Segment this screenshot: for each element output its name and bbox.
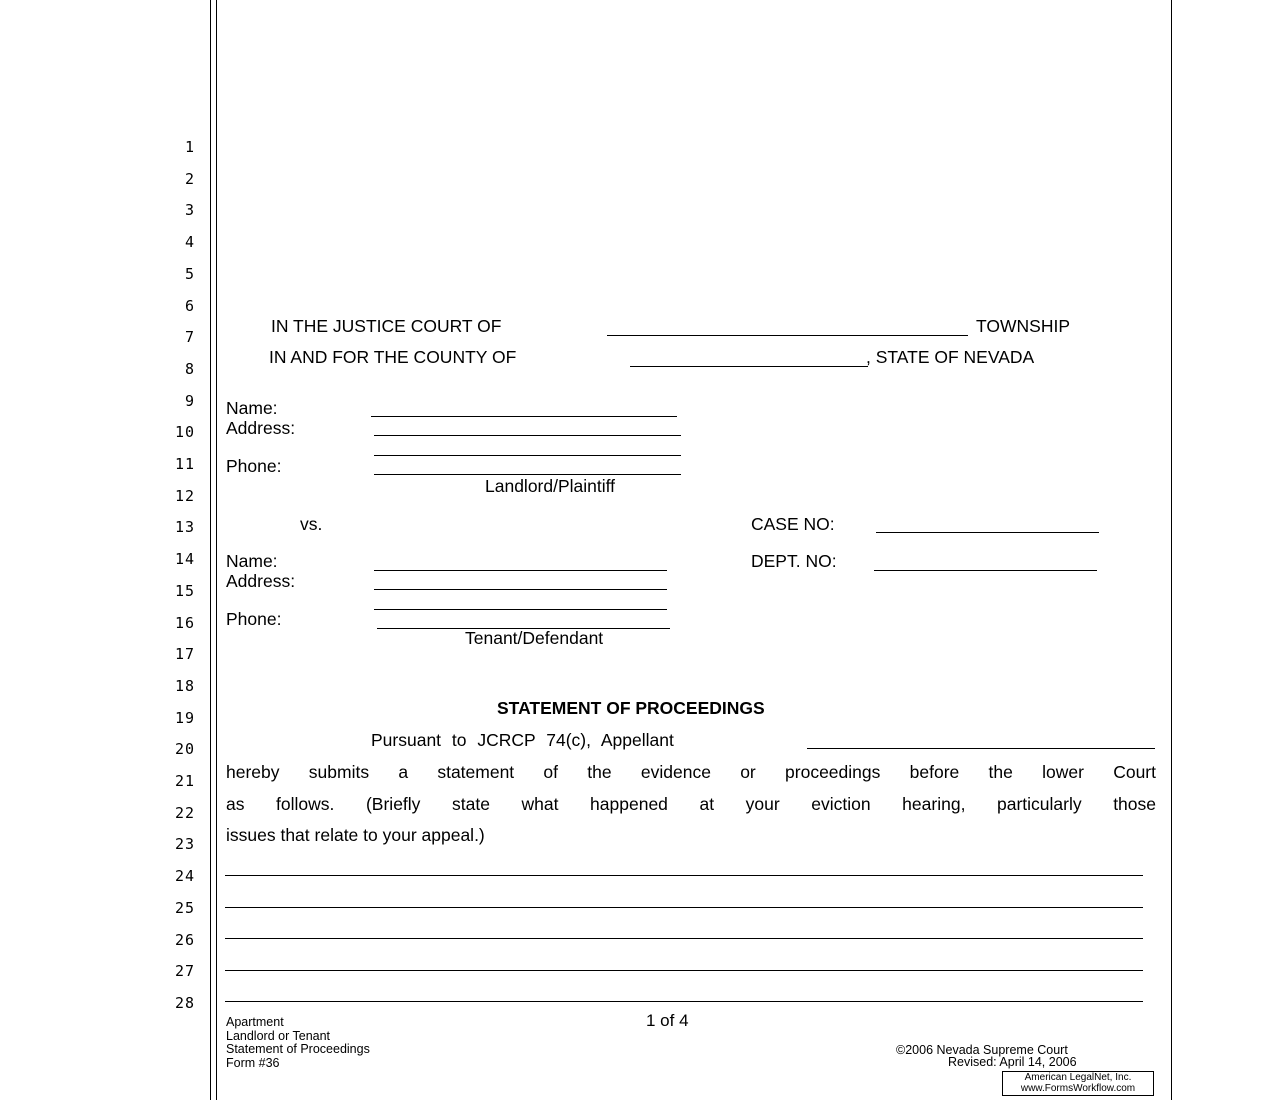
- line-number: 19: [174, 708, 195, 727]
- defendant-address-field-1[interactable]: [374, 589, 667, 590]
- footer-left-line: Apartment: [226, 1015, 284, 1029]
- state-label: , STATE OF NEVADA: [866, 347, 1035, 367]
- footer-form-info: [226, 1016, 370, 1070]
- document-title: STATEMENT OF PROCEEDINGS: [497, 698, 765, 718]
- copyright-notice: ©2006 Nevada Supreme Court: [896, 1043, 1068, 1057]
- line-number: 11: [174, 455, 195, 473]
- line-number: 3: [184, 201, 195, 220]
- writing-line-5[interactable]: [225, 1001, 1143, 1002]
- line-number: 20: [174, 740, 195, 759]
- plaintiff-phone-field[interactable]: [374, 474, 681, 475]
- township-label: TOWNSHIP: [976, 316, 1070, 336]
- dept-no-field[interactable]: [874, 570, 1097, 571]
- writing-line-3[interactable]: [225, 938, 1143, 939]
- defendant-phone-label: Phone:: [226, 609, 282, 629]
- badge-url: www.FormsWorkflow.com: [1020, 1083, 1136, 1094]
- line-number: 27: [174, 962, 195, 981]
- dept-no-label: DEPT. NO:: [751, 551, 837, 571]
- defendant-address-label: Address:: [226, 571, 296, 591]
- county-blank[interactable]: [630, 366, 868, 367]
- revised-date: Revised: April 14, 2006: [948, 1055, 1077, 1069]
- line-number: 9: [184, 391, 195, 410]
- line-number: 4: [184, 233, 195, 252]
- plaintiff-address-field-1[interactable]: [374, 435, 681, 436]
- footer-left-line: Landlord or Tenant: [226, 1028, 331, 1043]
- county-prefix: IN AND FOR THE COUNTY OF: [269, 347, 517, 367]
- line-number: 16: [174, 613, 195, 632]
- court-line: [271, 316, 501, 337]
- page-number: 1 of 4: [646, 1011, 689, 1030]
- case-no-label: CASE NO:: [751, 514, 835, 534]
- line-number: 2: [184, 169, 195, 188]
- footer-left-line: Form #36: [226, 1055, 280, 1070]
- footer-left-line: Statement of Proceedings: [226, 1042, 370, 1056]
- line-number: 21: [174, 772, 195, 790]
- left-margin-rule-outer: [210, 0, 211, 1100]
- line-number: 1: [184, 138, 195, 156]
- writing-line-1[interactable]: [225, 875, 1143, 876]
- body-intro: Pursuant to JCRCP 74(c), Appellant: [371, 730, 674, 750]
- forms-workflow-badge: [1002, 1071, 1154, 1096]
- line-number: 6: [184, 296, 195, 315]
- line-number: 13: [174, 518, 195, 537]
- line-number: 25: [174, 898, 195, 917]
- versus-label: vs.: [300, 514, 323, 534]
- writing-line-2[interactable]: [225, 907, 1143, 908]
- badge-company: American LegalNet, Inc.: [1024, 1072, 1132, 1083]
- body-line-4: issues that relate to your appeal.): [226, 825, 485, 845]
- line-number: 26: [174, 930, 195, 949]
- line-number: 5: [184, 264, 195, 283]
- plaintiff-address-field-2[interactable]: [374, 455, 681, 456]
- line-number: 10: [174, 423, 195, 442]
- right-margin-rule: [1171, 0, 1172, 1100]
- appellant-name-field[interactable]: [807, 748, 1155, 749]
- line-number: 17: [174, 645, 195, 664]
- plaintiff-address-label: Address:: [226, 418, 296, 438]
- court-prefix: IN THE JUSTICE COURT OF: [271, 316, 502, 336]
- body-line-3: as follows. (Briefly state what happened at your eviction hearing, particularly those: [226, 794, 1156, 814]
- township-blank[interactable]: [607, 335, 968, 336]
- line-number: 24: [174, 867, 195, 886]
- plaintiff-name-field[interactable]: [371, 416, 677, 417]
- line-number: 22: [174, 803, 195, 822]
- left-margin-rule-inner: [216, 0, 217, 1100]
- body-line-2: hereby submits a statement of the evidence or proceedings before the lower Court: [226, 762, 1156, 782]
- defendant-name-field[interactable]: [374, 570, 667, 571]
- line-number: 8: [184, 359, 195, 378]
- line-number: 15: [174, 581, 195, 600]
- defendant-name-label: Name:: [226, 551, 278, 571]
- line-number: 23: [174, 835, 195, 854]
- line-number: 12: [174, 486, 195, 505]
- defendant-address-field-2[interactable]: [374, 609, 667, 610]
- line-number: 14: [174, 550, 195, 569]
- line-number: 28: [174, 993, 195, 1012]
- plaintiff-role-label: Landlord/Plaintiff: [485, 476, 616, 496]
- defendant-role-label: Tenant/Defendant: [465, 628, 604, 648]
- line-number: 18: [174, 676, 195, 695]
- plaintiff-phone-label: Phone:: [226, 456, 282, 476]
- case-no-field[interactable]: [876, 532, 1099, 533]
- line-number: 7: [184, 328, 195, 347]
- writing-line-4[interactable]: [225, 970, 1143, 971]
- plaintiff-name-label: Name:: [226, 398, 278, 418]
